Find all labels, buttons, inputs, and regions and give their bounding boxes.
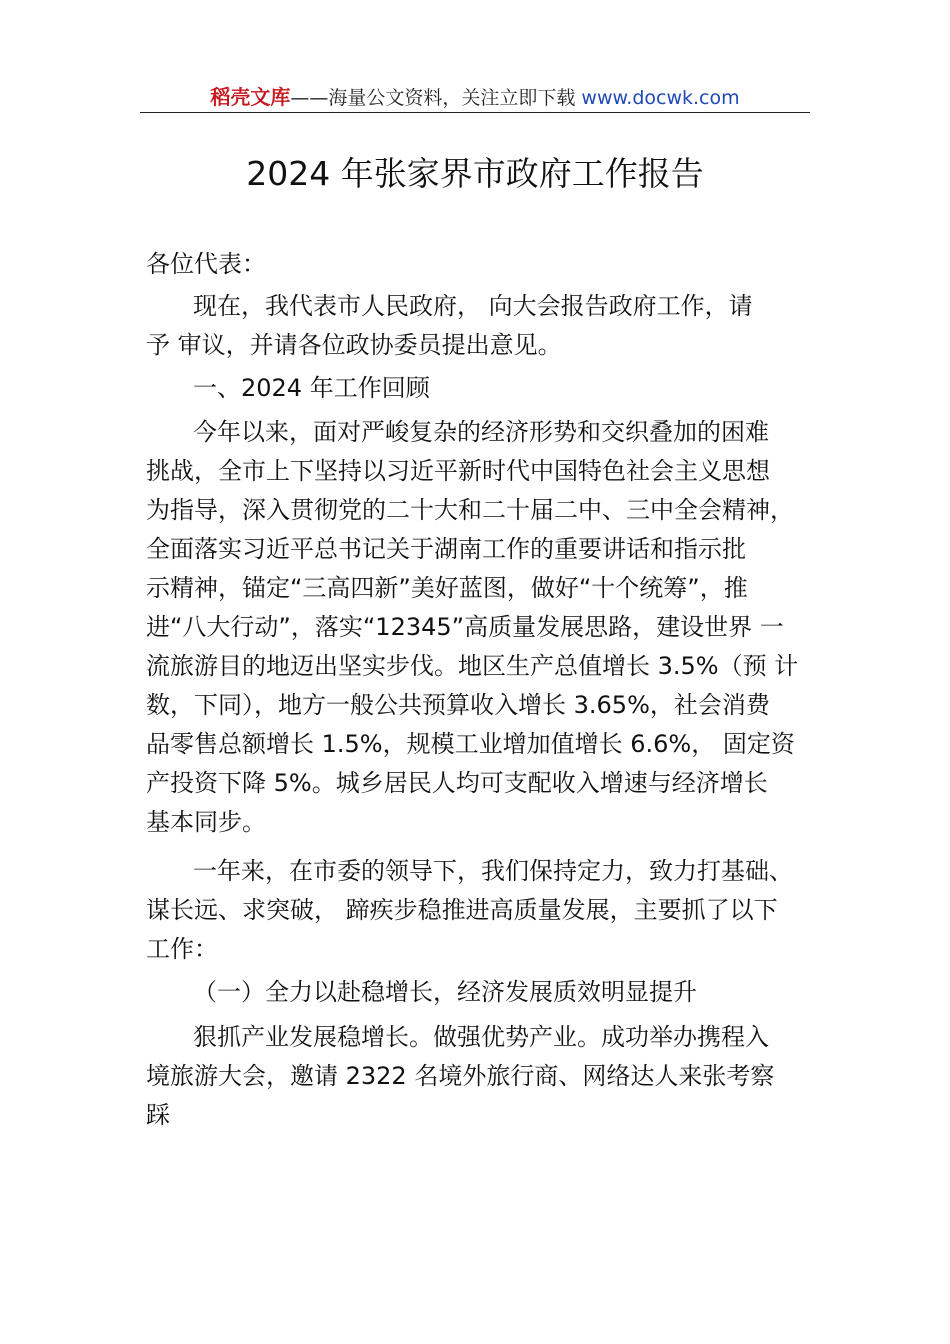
site-link[interactable]: www.docwk.com xyxy=(581,87,740,109)
paragraph-line: 为指导，深入贯彻党的二十大和二十届二中、三中全会精神， xyxy=(146,496,794,524)
paragraph-line: 基本同步。 xyxy=(146,808,266,836)
paragraph-line: 全面落实习近平总书记关于湖南工作的重要讲话和指示批 xyxy=(146,535,746,563)
paragraph-line: 工作： xyxy=(146,935,218,963)
document-title: 2024 年张家界市政府工作报告 xyxy=(246,154,704,193)
paragraph-line: 流旅游目的地迈出坚实步伐。地区生产总值增长 3.5%（预 计 xyxy=(146,652,799,680)
paragraph-line: 踩 xyxy=(146,1101,170,1129)
subsection-heading: （一）全力以赴稳增长，经济发展质效明显提升 xyxy=(193,978,697,1006)
brand-name: 稻壳文库 xyxy=(210,85,291,109)
paragraph-line: 谋长远、求突破， 蹄疾步稳推进高质量发展，主要抓了以下 xyxy=(146,896,778,924)
paragraph-line: 现在，我代表市人民政府， 向大会报告政府工作，请 xyxy=(193,292,753,320)
paragraph-line: 产投资下降 5%。城乡居民人均可支配收入增速与经济增长 xyxy=(146,769,768,797)
salutation: 各位代表： xyxy=(146,250,266,278)
paragraph-line: 今年以来，面对严峻复杂的经济形势和交织叠加的困难 xyxy=(193,418,769,446)
header-tagline: ——海量公文资料，关注立即下载 xyxy=(290,87,576,109)
paragraph-line: 数，下同），地方一般公共预算收入增长 3.65%，社会消费 xyxy=(146,691,770,719)
paragraph-line: 进“八大行动”，落实“12345”高质量发展思路，建设世界 一 xyxy=(146,613,784,641)
paragraph-line: 一年来，在市委的领导下，我们保持定力，致力打基础、 xyxy=(193,857,793,885)
section-heading: 一、2024 年工作回顾 xyxy=(193,374,430,402)
paragraph-line: 狠抓产业发展稳增长。做强优势产业。成功举办携程入 xyxy=(193,1023,769,1051)
paragraph-line: 示精神，锚定“三高四新”美好蓝图，做好“十个统筹”，推 xyxy=(146,574,748,602)
page-header xyxy=(140,84,810,113)
paragraph-line: 挑战，全市上下坚持以习近平新时代中国特色社会主义思想 xyxy=(146,457,770,485)
paragraph-line: 境旅游大会，邀请 2322 名境外旅行商、网络达人来张考察 xyxy=(146,1062,775,1090)
paragraph-line: 品零售总额增长 1.5%，规模工业增加值增长 6.6%， 固定资 xyxy=(146,730,795,758)
paragraph-line: 予 审议，并请各位政协委员提出意见。 xyxy=(146,331,562,359)
